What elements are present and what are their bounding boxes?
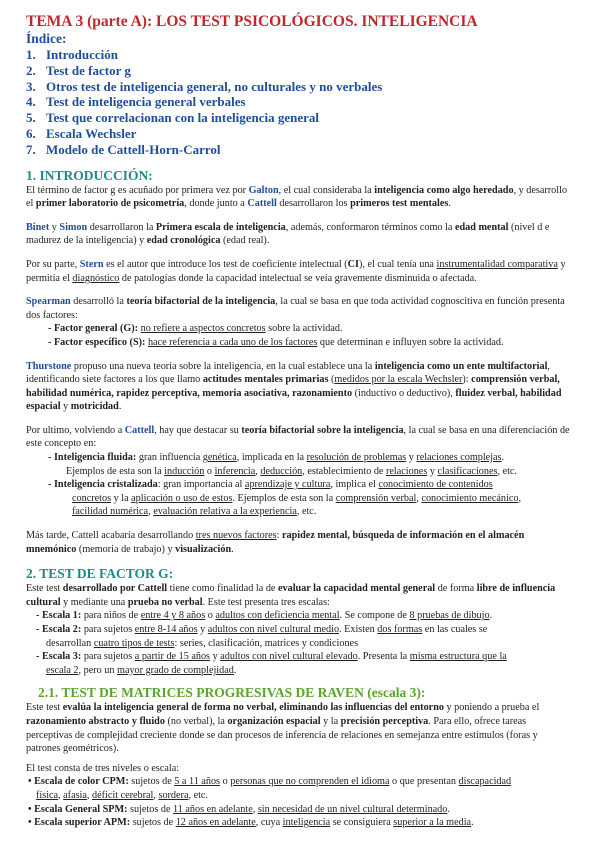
paragraph-nuevos-factores: Más tarde, Cattell acabaría desarrollando tres nuevos factores: rapidez mental, búsqueda de información en el almacén mnemónico (memoria de trabajo) y visualización. [26, 530, 525, 555]
list-item: - Escala 1: para niños de entre 4 y 8 años o adultos con deficiencia mental. Se compone de 8 pruebas de dibujo. [36, 610, 493, 622]
list-item: - Inteligencia fluida: gran influencia genética, implicada en la resolución de problemas y relaciones complejas. [48, 452, 505, 464]
document-page [26, 12, 574, 830]
list-item: concretos y la aplicación o uso de estos. Ejemplos de esta son la comprensión verbal, conocimiento mecánico, [72, 492, 522, 504]
list-item: desarrollan cuatro tipos de tests: series, clasificación, matrices y condiciones [46, 637, 359, 649]
toc-item[interactable]: 3. Otros test de inteligencia general, no culturales y no verbales [26, 78, 383, 94]
page-title: TEMA 3 (parte A): LOS TEST PSICOLÓGICOS. INTELIGENCIA [26, 13, 478, 30]
paragraph-cattell: Por ultimo, volviendo a Cattell, hay que destacar su teoría bifactorial sobre la inteligencia, la cual se basa en una diferenciación de este concepto en: [26, 424, 570, 450]
toc-item[interactable]: 4. Test de inteligencia general verbales [26, 94, 246, 110]
toc-item[interactable]: 5. Test que correlacionan con la inteligencia general [26, 110, 319, 126]
list-item: física, afasia, déficit cerebral, sordera, etc. [36, 789, 208, 801]
paragraph-niveles: El test consta de tres niveles o escala: [26, 762, 180, 774]
paragraph-raven: Este test evalúa la inteligencia general de forma no verbal, eliminando las influencias del entorno y poniendo a prueba el razonamiento abstracto y fluido (no verbal), la organización espacial y la precisión perceptiva. Para ello, ofrece tareas perceptivas de complejidad creciente donde se dan procesos de inferencia de relaciones en semejanza entre estímulos (foras y patrones geométricos). [26, 702, 540, 755]
subsection-heading-raven: 2.1. TEST DE MATRICES PROGRESIVAS DE RAVEN (escala 3): [38, 685, 426, 701]
list-item: Ejemplos de esta son la inducción o inferencia, deducción, establecimiento de relaciones y clasificaciones, etc. [66, 465, 517, 477]
table-of-contents [26, 47, 574, 158]
section-heading-test-factor-g: 2. TEST DE FACTOR G: [26, 566, 174, 582]
paragraph-binet-simon: Binet y Simon desarrollaron la Primera escala de inteligencia, además, conformaron términos como la edad mental (nivel d e madurez de la inteligencia) y edad cronológica (edad real). [26, 221, 550, 247]
list-item: - Factor general (G): no refiere a aspectos concretos sobre la actividad. [48, 323, 343, 335]
list-item: escala 2, pero un mayor grado de complejidad. [46, 664, 237, 676]
list-item: - Escala 2: para sujetos entre 8-14 años y adultos con nivel cultural medio. Existen dos formas en las cuales se [36, 624, 488, 636]
paragraph-spearman: Spearman desarrolló la teoría bifactorial de la inteligencia, la cual se basa en que toda actividad cognoscitiva en función presenta dos factores: [26, 296, 565, 321]
list-item: facilidad numérica, evaluación relativa a la experiencia, etc. [72, 506, 317, 518]
paragraph-stern: Por su parte, Stern es el autor que introduce los test de coeficiente intelectual (CI), el cual tenía una instrumentalidad comparativa y permitía el diagnóstico de patologías donde la capacidad intelectual se veía gravemente disminuida o afectada. [26, 258, 566, 284]
section-heading-introduccion: 1. INTRODUCCIÓN: [26, 167, 153, 183]
toc-item[interactable]: 7. Modelo de Cattell-Horn-Carrol [26, 141, 221, 157]
list-item: • Escala de color CPM: sujetos de 5 a 11 años o personas que no comprenden el idioma o que presentan discapacidad [28, 776, 512, 788]
list-item: - Inteligencia cristalizada: gran importancia al aprendizaje y cultura, implica el conocimiento de contenidos [48, 479, 493, 491]
toc-item[interactable]: 1. Introducción [26, 47, 118, 62]
paragraph-test-factor-g: Este test desarrollado por Cattell tiene como finalidad la de evaluar la capacidad mental general de forma libre de influencia cultural y mediante una prueba no verbal. Este test presenta tres escalas: [26, 583, 556, 608]
toc-item[interactable]: 6. Escala Wechsler [26, 125, 137, 141]
paragraph-galton: El término de factor g es acuñado por primera vez por Galton, el cual consideraba la inteligencia como algo heredado, y desarrollo el primer laboratorio de psicometría, donde junto a Cattell desarrollaron los primeros test mentales. [26, 184, 568, 210]
paragraph-thurstone: Thurstone propuso una nueva teoría sobre la inteligencia, en la cual establece una la inteligencia como un ente multifactorial, identificando siete factores a los que llamo actitudes mentales primarias (medidos por la escala Wechsler): comprensión verbal, habilidad numérica, rapidez perceptiva, memoria asociativa, razonamiento (inductivo o deductivo), fluidez verbal, habilidad espacial y motricidad. [26, 360, 562, 413]
toc-item[interactable]: 2. Test de factor g [26, 62, 131, 78]
list-item: - Factor específico (S): hace referencia a cada uno de los factores que determinan e influyen sobre la actividad. [48, 336, 504, 348]
list-item: • Escala superior APM: sujetos de 12 años en adelante, cuya inteligencia se consiguiera superior a la media. [28, 817, 474, 829]
list-item: - Escala 3: para sujetos a partir de 15 años y adultos con nivel cultural elevado. Presenta la misma estructura que la [36, 651, 507, 663]
index-heading: Índice: [26, 31, 67, 46]
list-item: • Escala General SPM: sujetos de 11 años en adelante, sin necesidad de un nivel cultural determinado. [28, 803, 450, 815]
